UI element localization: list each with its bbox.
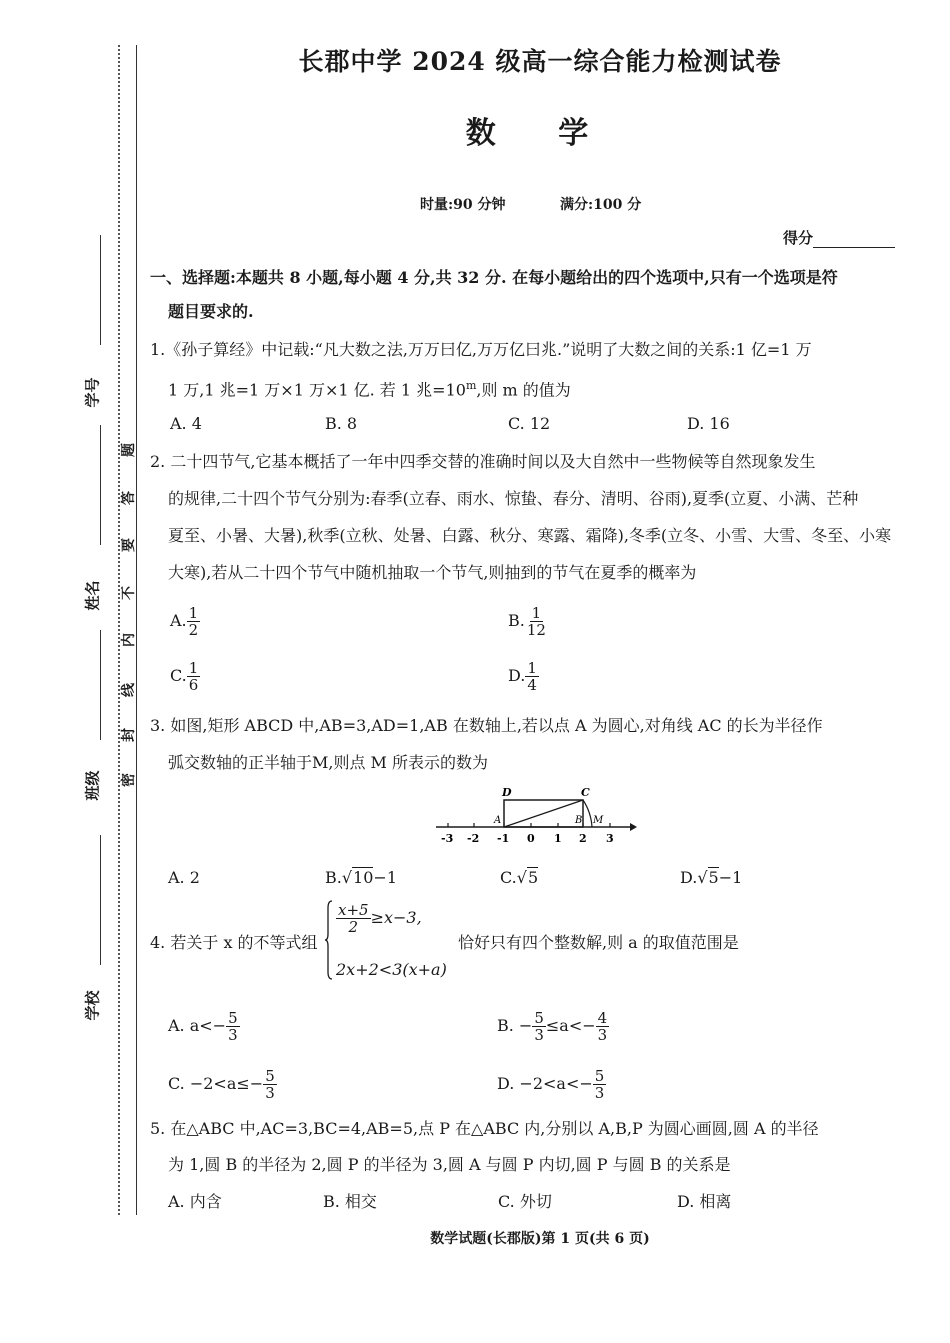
fraction: $\frac{5}{3}$ xyxy=(534,1009,544,1044)
point-label: C xyxy=(581,786,590,799)
q5-option-a[interactable]: A. 内含 xyxy=(168,1192,222,1211)
q2-stem-line1: 2. 二十四节气,它基本概括了一年中四季交替的准确时间以及大自然中一些物候等自然现象发生 xyxy=(150,452,816,471)
q4-option-b[interactable]: B. − $\frac{5}{3}$ ≤a<− $\frac{4}{3}$ xyxy=(497,1009,608,1044)
seal-char: 答 xyxy=(121,491,137,505)
subject-title: 数 学 xyxy=(465,116,615,151)
seal-char: 密 xyxy=(121,773,137,787)
student-number-label: 学号 xyxy=(83,377,102,408)
point-label: A xyxy=(494,815,502,826)
fraction: $\frac{4}{3}$ xyxy=(597,1009,608,1044)
school-label: 学校 xyxy=(83,990,102,1021)
fraction: $\frac{1}{6}$ xyxy=(188,659,199,694)
q1-stem-line1: 1.《孙子算经》中记载:“凡大数之法,万万曰亿,万万亿曰兆.”说明了大数之间的关系:1 亿=1 万 xyxy=(150,340,812,359)
q3-option-a[interactable]: A. 2 xyxy=(168,868,200,887)
q4-stem-tail: 恰好只有四个整数解,则 a 的取值范围是 xyxy=(458,933,739,952)
section1-heading: 一、选择题:本题共 8 小题,每小题 4 分,共 32 分. 在每小题给出的四个选项中,只有一个选项是符 xyxy=(150,268,838,287)
page-footer: 数学试题(长郡版)第 1 页(共 6 页) xyxy=(430,1231,650,1247)
seal-char: 题 xyxy=(121,443,137,457)
q4-inequality-1: $\frac{x+5}{2}$ ≥x−3, xyxy=(338,901,422,936)
q2-option-a[interactable]: A. $\frac{1}{2}$ xyxy=(170,604,199,639)
tick-label: -2 xyxy=(467,832,480,845)
seal-char: 不 xyxy=(121,586,137,600)
name-label: 姓名 xyxy=(83,580,102,611)
q2-option-d[interactable]: D. $\frac{1}{4}$ xyxy=(508,659,537,694)
score-label: 得分 xyxy=(783,229,814,247)
q3-stem-line1: 3. 如图,矩形 ABCD 中,AB=3,AD=1,AB 在数轴上,若以点 A 为圆心,对角线 AC 的长为半径作 xyxy=(150,716,823,735)
fraction: $\frac{5}{3}$ xyxy=(594,1067,605,1102)
exam-title: 长郡中学 2024 级高一综合能力检测试卷 xyxy=(298,47,782,76)
score-blank xyxy=(813,233,895,248)
class-blank xyxy=(100,630,101,740)
school-blank xyxy=(100,835,101,965)
score-field[interactable] xyxy=(783,227,895,248)
time-info: 时量:90 分钟 xyxy=(420,197,506,213)
q3-option-d[interactable]: D.√5−1 xyxy=(680,868,743,887)
q1-option-a[interactable]: A. 4 xyxy=(170,414,202,433)
q4-option-d[interactable]: D. −2<a<− $\frac{5}{3}$ xyxy=(497,1067,605,1102)
q5-stem-line1: 5. 在△ABC 中,AC=3,BC=4,AB=5,点 P 在△ABC 内,分别以 A,B,P 为圆心画圆,圆 A 的半径 xyxy=(150,1119,819,1138)
tick-label: -3 xyxy=(441,832,454,845)
q5-option-c[interactable]: C. 外切 xyxy=(498,1192,552,1211)
q5-option-d[interactable]: D. 相离 xyxy=(677,1192,732,1211)
brace-icon xyxy=(325,900,333,980)
q2-stem-line3: 夏至、小暑、大暑),秋季(立秋、处暑、白露、秋分、寒露、霜降),冬季(立冬、小雪、大雪、冬至、小寒 xyxy=(168,526,892,545)
q1-option-c[interactable]: C. 12 xyxy=(508,414,551,433)
q5-option-b[interactable]: B. 相交 xyxy=(323,1192,377,1211)
tick-label: 0 xyxy=(527,832,535,845)
point-label: B xyxy=(575,815,583,826)
q4-option-a[interactable]: A. a<− $\frac{5}{3}$ xyxy=(168,1009,238,1044)
name-blank xyxy=(100,425,101,545)
point-label: M xyxy=(593,815,604,826)
q1-option-b[interactable]: B. 8 xyxy=(325,414,358,433)
tick-label: 3 xyxy=(606,832,614,845)
fraction: $\frac{5}{3}$ xyxy=(228,1009,238,1044)
seal-char: 线 xyxy=(121,683,137,697)
q2-option-b[interactable]: B. $\frac{1}{12}$ xyxy=(508,604,546,639)
seal-char: 内 xyxy=(121,633,137,647)
q4-inequality-2: 2x+2<3(x+a) xyxy=(336,960,447,979)
tick-label: -1 xyxy=(497,832,510,845)
fraction: $\frac{1}{4}$ xyxy=(527,659,537,694)
q3-option-c[interactable]: C.√5 xyxy=(500,868,539,887)
seal-char: 要 xyxy=(121,538,137,552)
full-score-info: 满分:100 分 xyxy=(560,197,642,213)
q2-stem-line4: 大寒),若从二十四个节气中随机抽取一个节气,则抽到的节气在夏季的概率为 xyxy=(168,563,697,582)
q3-option-b[interactable]: B.√10−1 xyxy=(325,868,397,887)
q3-stem-line2: 弧交数轴的正半轴于M,则点 M 所表示的数为 xyxy=(168,753,489,772)
q4-stem: 4. 若关于 x 的不等式组 xyxy=(150,933,318,952)
section1-heading-cont: 题目要求的. xyxy=(168,302,254,321)
student-number-blank xyxy=(100,235,101,345)
tick-label: 1 xyxy=(554,832,562,845)
tick-label: 2 xyxy=(579,832,587,845)
q3-figure xyxy=(430,782,640,848)
q2-option-c[interactable]: C. $\frac{1}{6}$ xyxy=(170,659,199,694)
q2-stem-line2: 的规律,二十四个节气分别为:春季(立春、雨水、惊蛰、春分、清明、谷雨),夏季(立夏、小满、芒种 xyxy=(168,489,859,508)
q1-stem-line2: 1 万,1 兆=1 万×1 万×1 亿. 若 1 兆$=10^m$,则 m 的值为 xyxy=(168,379,571,400)
q1-option-d[interactable]: D. 16 xyxy=(687,414,730,433)
seal-char: 封 xyxy=(121,728,137,742)
class-label: 班级 xyxy=(83,770,102,801)
fraction: $\frac{5}{3}$ xyxy=(265,1067,275,1102)
q5-stem-line2: 为 1,圆 B 的半径为 2,圆 P 的半径为 3,圆 A 与圆 P 内切,圆 P 与圆 B 的关系是 xyxy=(168,1155,731,1174)
fraction: $\frac{x+5}{2}$ xyxy=(338,901,369,936)
fraction: $\frac{1}{2}$ xyxy=(188,604,199,639)
q4-option-c[interactable]: C. −2<a≤− $\frac{5}{3}$ xyxy=(168,1067,275,1102)
fraction: $\frac{1}{12}$ xyxy=(526,604,546,639)
point-label: D xyxy=(502,786,512,799)
